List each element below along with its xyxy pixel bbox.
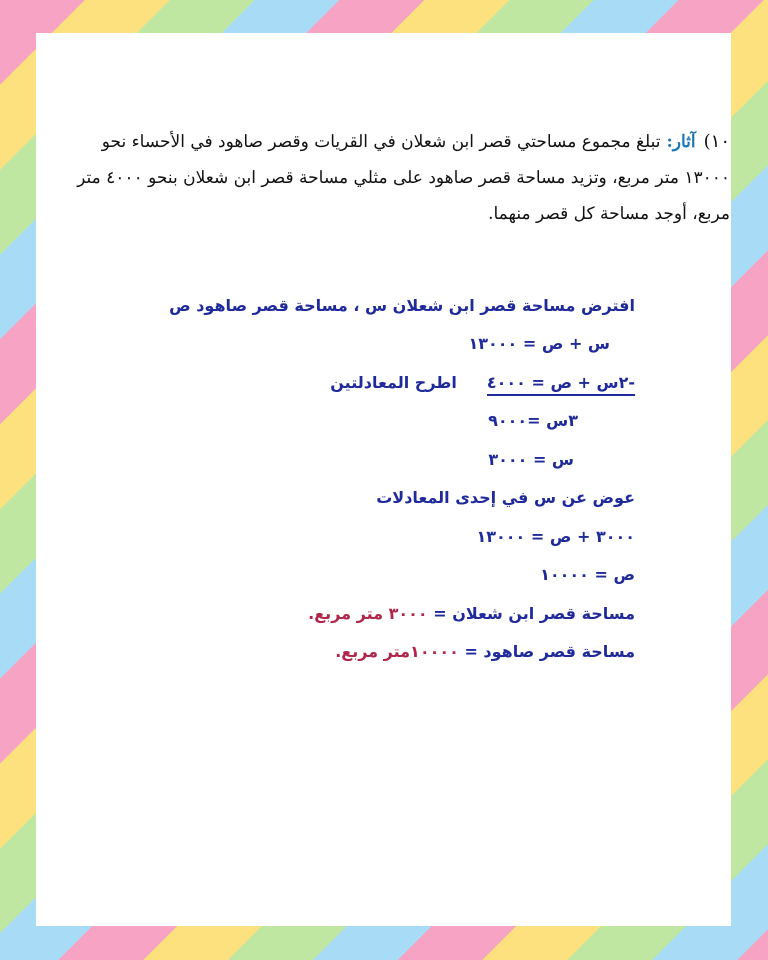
answer-1 bbox=[308, 604, 635, 623]
equation-3: ٣س =٩٠٠٠ bbox=[488, 411, 578, 430]
answer-2-label: مساحة قصر صاهود = bbox=[464, 642, 635, 661]
question-tag: آثار: bbox=[666, 132, 696, 152]
answer-2 bbox=[335, 642, 635, 661]
assumption-line: افترض مساحة قصر ابن شعلان س ، مساحة قصر صاهود ص bbox=[169, 296, 635, 315]
equation-1: س + ص = ١٣٠٠٠ bbox=[468, 334, 610, 353]
problem-line-2: ١٣٠٠٠ متر مربع، وتزيد مساحة قصر صاهود على مثلي مساحة قصر ابن شعلان بنحو ٤٠٠٠ متر bbox=[77, 168, 730, 188]
answer-2-value: ١٠٠٠٠متر مربع. bbox=[335, 642, 459, 661]
equation-6: ص = ١٠٠٠٠ bbox=[540, 565, 635, 584]
problem-text-1: تبلغ مجموع مساحتي قصر ابن شعلان في القريات وقصر صاهود في الأحساء نحو bbox=[101, 132, 661, 152]
equation-4: س = ٣٠٠٠ bbox=[488, 450, 574, 469]
answer-1-label: مساحة قصر ابن شعلان = bbox=[433, 604, 635, 623]
subtract-note: اطرح المعادلتين bbox=[330, 373, 457, 392]
equation-5: ٣٠٠٠ + ص = ١٣٠٠٠ bbox=[476, 527, 635, 546]
problem-line-1 bbox=[101, 124, 730, 160]
substitute-line: عوض عن س في إحدى المعادلات bbox=[376, 488, 635, 507]
equation-2: -٢س + ص = ٤٠٠٠ bbox=[487, 373, 635, 396]
problem-line-3: مربع، أوجد مساحة كل قصر منهما. bbox=[488, 204, 730, 224]
answer-1-value: ٣٠٠٠ متر مربع. bbox=[308, 604, 428, 623]
problem-statement bbox=[77, 124, 730, 232]
equation-2-row bbox=[330, 373, 635, 396]
question-number: ١٠) bbox=[703, 131, 730, 152]
